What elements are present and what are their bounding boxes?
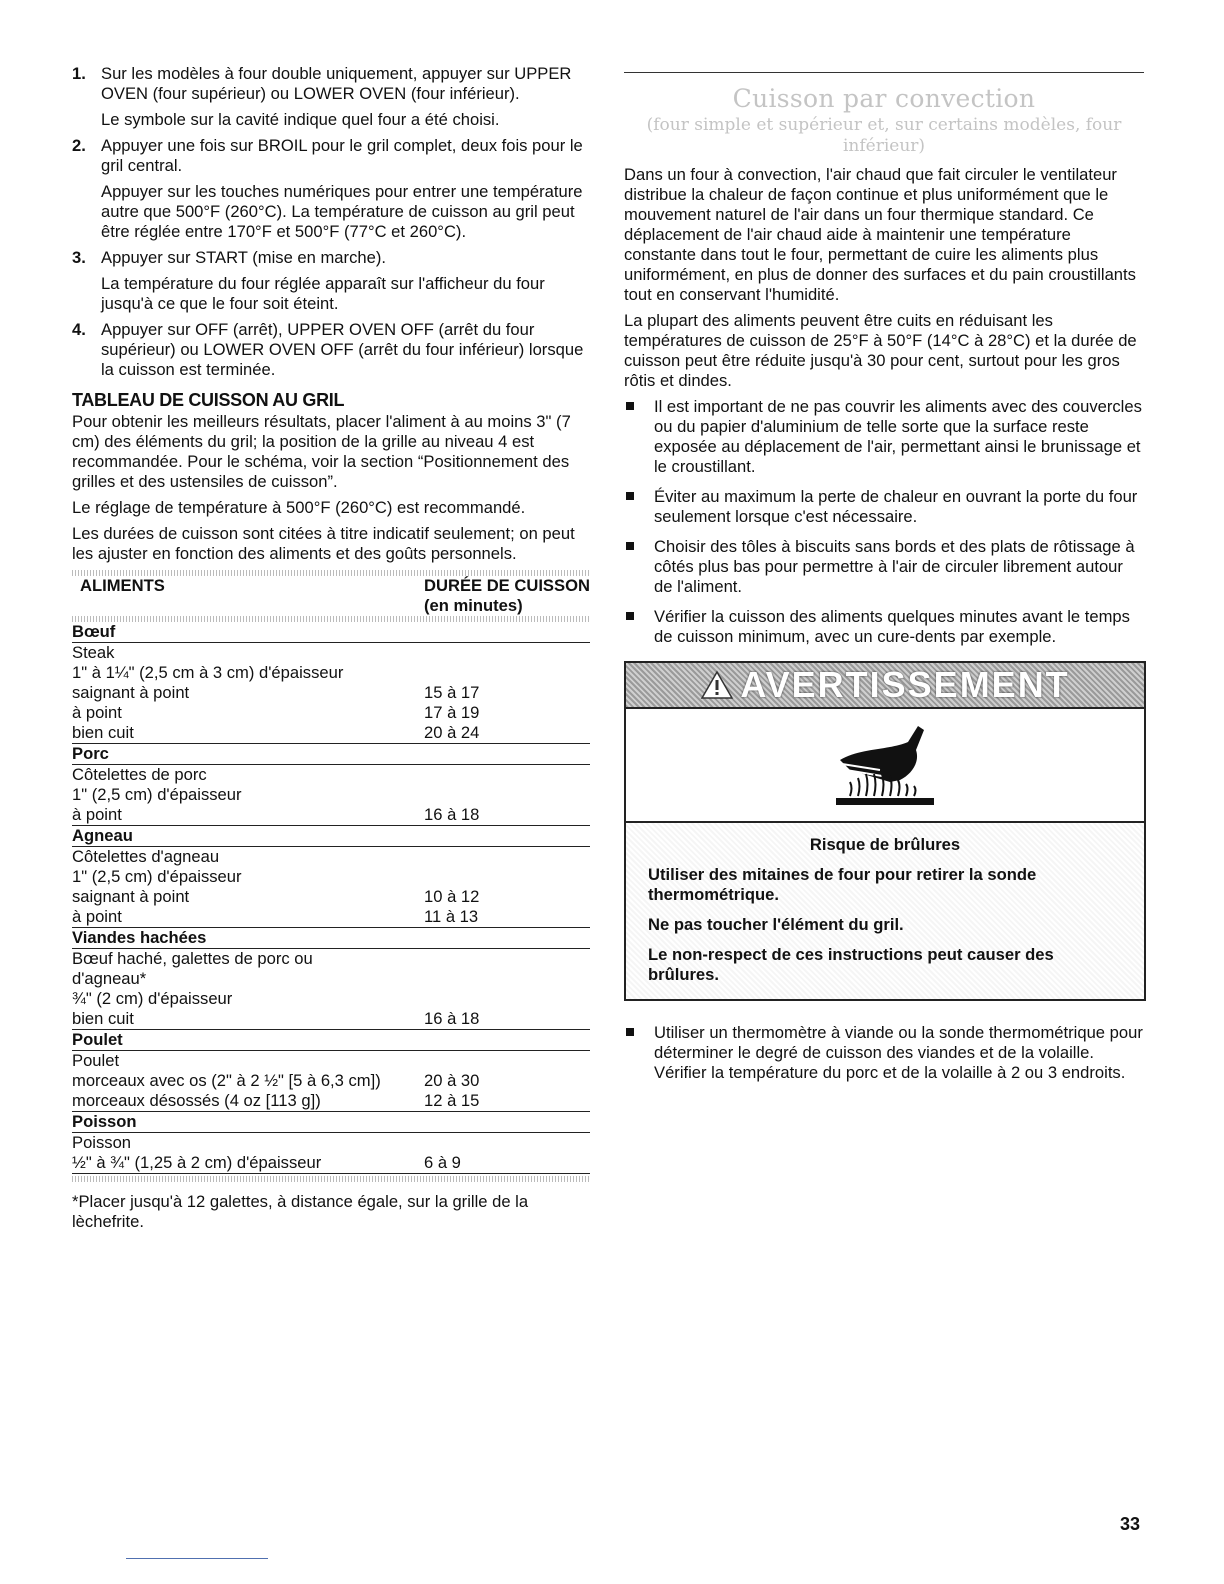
bullet-icon bbox=[626, 612, 634, 620]
category-label: Poisson bbox=[72, 1112, 590, 1133]
time-line bbox=[424, 1133, 590, 1153]
bullet-text: Il est important de ne pas couvrir les aliments avec des couvercles ou du papier d'aluminium de telle sorte que la surface reste exposée au déplacement de l'air, permettant ainsi le brunissage et le croustillant. bbox=[654, 397, 1142, 476]
food-line: Poisson bbox=[72, 1133, 132, 1152]
food-line: ½" à ¾" (1,25 à 2 cm) d'épaisseur bbox=[72, 1153, 322, 1172]
food-line: à point bbox=[72, 805, 122, 824]
bullet-text: Éviter au maximum la perte de chaleur en ouvrant la porte du four seulement lorsque c'est nécessaire. bbox=[654, 487, 1138, 526]
table-category-row bbox=[72, 1030, 590, 1051]
list-item bbox=[624, 1023, 1144, 1083]
page-number: 33 bbox=[1120, 1514, 1141, 1534]
time-line: 17 à 19 bbox=[424, 703, 480, 722]
time-line bbox=[424, 765, 590, 785]
food-line: Poulet bbox=[72, 1051, 120, 1070]
step-note: Le symbole sur la cavité indique quel four a été choisi. bbox=[101, 110, 500, 129]
list-item bbox=[624, 537, 1144, 597]
convection-subtitle: (four simple et supérieur et, sur certains modèles, four inférieur) bbox=[646, 115, 1122, 156]
food-line: à point bbox=[72, 703, 122, 722]
food-line: Bœuf haché, galettes de porc ou bbox=[72, 949, 313, 968]
time-line: 16 à 18 bbox=[424, 1009, 480, 1028]
convection-bullets bbox=[624, 397, 1144, 647]
bullet-icon bbox=[626, 542, 634, 550]
time-line bbox=[424, 989, 590, 1009]
food-line: saignant à point bbox=[72, 887, 190, 906]
time-cell bbox=[424, 1133, 590, 1174]
time-line: 10 à 12 bbox=[424, 887, 480, 906]
table-row bbox=[72, 1051, 590, 1112]
bullet-icon bbox=[626, 1028, 634, 1036]
table-row bbox=[72, 847, 590, 928]
table-category-row bbox=[72, 622, 590, 643]
grill-table-body bbox=[72, 622, 590, 1174]
warning-line: Ne pas toucher l'élément du gril. bbox=[648, 915, 904, 934]
step-text: Sur les modèles à four double uniquement, appuyer sur UPPER OVEN (four supérieur) ou LOWER OVEN (four inférieur). bbox=[101, 64, 572, 103]
food-line: 1" à 1¼" (2,5 cm à 3 cm) d'épaisseur bbox=[72, 663, 344, 682]
time-line: 16 à 18 bbox=[424, 805, 480, 824]
time-line bbox=[424, 785, 590, 805]
list-item bbox=[624, 397, 1144, 477]
time-cell bbox=[424, 765, 590, 826]
time-line: 15 à 17 bbox=[424, 683, 480, 702]
left-column bbox=[72, 64, 590, 1249]
time-line bbox=[424, 847, 590, 867]
time-cell bbox=[424, 949, 590, 1030]
section-rule bbox=[624, 72, 1144, 73]
time-line bbox=[424, 949, 590, 969]
footer-rule bbox=[126, 1558, 268, 1559]
table-category-row bbox=[72, 928, 590, 949]
warning-box bbox=[624, 661, 1146, 1001]
table-divider bbox=[72, 1176, 590, 1182]
hot-surface-hand-icon bbox=[626, 709, 1144, 823]
time-line bbox=[424, 643, 590, 663]
step-item bbox=[72, 64, 590, 130]
food-line: 1" (2,5 cm) d'épaisseur bbox=[72, 785, 242, 804]
food-cell bbox=[72, 643, 424, 744]
step-number: 2. bbox=[72, 136, 86, 155]
time-cell bbox=[424, 847, 590, 928]
food-cell bbox=[72, 1051, 424, 1112]
warning-header-text: AVERTISSEMENT bbox=[740, 664, 1070, 705]
food-line: bien cuit bbox=[72, 1009, 134, 1028]
food-line: à point bbox=[72, 907, 122, 926]
grill-intro-text: Pour obtenir les meilleurs résultats, placer l'aliment à au moins 3" (7 cm) des éléments du gril; la position de la grille au niveau 4 est recommandée. Pour le schéma, voir la section “Positionnement des grilles et des ustensiles de cuisson”. bbox=[72, 412, 571, 491]
list-item bbox=[624, 607, 1144, 647]
table-category-row bbox=[72, 826, 590, 847]
column-header-food: ALIMENTS bbox=[80, 576, 165, 595]
step-item bbox=[72, 136, 590, 242]
food-line: Steak bbox=[72, 643, 115, 662]
hand-burn-icon bbox=[820, 720, 950, 810]
grill-table bbox=[72, 570, 590, 1182]
time-line: 12 à 15 bbox=[424, 1091, 480, 1110]
food-line: Côtelettes d'agneau bbox=[72, 847, 220, 866]
food-cell bbox=[72, 847, 424, 928]
bullet-icon bbox=[626, 402, 634, 410]
table-category-row bbox=[72, 744, 590, 765]
bullet-icon bbox=[626, 492, 634, 500]
category-label: Agneau bbox=[72, 826, 590, 847]
step-text: Appuyer sur OFF (arrêt), UPPER OVEN OFF (arrêt du four supérieur) ou LOWER OVEN OFF (arrêt du four inférieur) lorsque la cuisson est terminée. bbox=[101, 320, 584, 379]
footnote: *Placer jusqu'à 12 galettes, à distance égale, sur la grille de la lèchefrite. bbox=[72, 1192, 529, 1231]
food-line: d'agneau* bbox=[72, 969, 147, 988]
food-cell bbox=[72, 1133, 424, 1174]
step-text: Appuyer une fois sur BROIL pour le gril complet, deux fois pour le gril central. bbox=[101, 136, 583, 175]
step-note: La température du four réglée apparaît sur l'afficheur du four jusqu'à ce que le four soit éteint. bbox=[101, 274, 545, 313]
table-row bbox=[72, 765, 590, 826]
table-category-row bbox=[72, 1112, 590, 1133]
step-item bbox=[72, 320, 590, 380]
time-line: 20 à 24 bbox=[424, 723, 480, 742]
time-line bbox=[424, 867, 590, 887]
step-number: 4. bbox=[72, 320, 86, 339]
convection-title: Cuisson par convection bbox=[732, 84, 1036, 113]
step-text: Appuyer sur START (mise en marche). bbox=[101, 248, 386, 267]
steps-list bbox=[72, 64, 590, 380]
food-line: ¾" (2 cm) d'épaisseur bbox=[72, 989, 233, 1008]
food-line: saignant à point bbox=[72, 683, 190, 702]
step-note: Appuyer sur les touches numériques pour entrer une température autre que 500°F (260°C). La température de cuisson au gril peut être réglée entre 170°F et 500°F (77°C et 260°C). bbox=[101, 182, 583, 241]
time-line: 6 à 9 bbox=[424, 1153, 461, 1172]
warning-line: Le non-respect de ces instructions peut causer des brûlures. bbox=[648, 945, 1054, 984]
time-cell bbox=[424, 643, 590, 744]
table-row bbox=[72, 1133, 590, 1174]
time-line bbox=[424, 663, 590, 683]
category-label: Viandes hachées bbox=[72, 928, 590, 949]
food-cell bbox=[72, 949, 424, 1030]
food-line: 1" (2,5 cm) d'épaisseur bbox=[72, 867, 242, 886]
warning-header bbox=[626, 663, 1144, 709]
category-label: Poulet bbox=[72, 1030, 590, 1051]
grill-intro-text: Les durées de cuisson sont citées à titre indicatif seulement; on peut les ajuster en fonction des aliments et des goûts personnels. bbox=[72, 524, 575, 563]
table-row bbox=[72, 949, 590, 1030]
time-line bbox=[424, 969, 590, 989]
warning-line: Utiliser des mitaines de four pour retirer la sonde thermométrique. bbox=[648, 865, 1037, 904]
bullet-text: Utiliser un thermomètre à viande ou la sonde thermométrique pour déterminer le degré de cuisson des viandes et de la volaille. Vérifier la température du porc et de la volaille à 2 ou 3 endroits. bbox=[654, 1023, 1143, 1082]
time-line bbox=[424, 1051, 590, 1071]
category-label: Porc bbox=[72, 744, 590, 765]
step-number: 1. bbox=[72, 64, 86, 83]
food-cell bbox=[72, 765, 424, 826]
food-line: Côtelettes de porc bbox=[72, 765, 207, 784]
bullet-text: Choisir des tôles à biscuits sans bords et des plats de rôtissage à côtés plus bas pour permettre à l'air de circuler librement autour de l'aliment. bbox=[654, 537, 1135, 596]
column-header-time bbox=[424, 576, 590, 616]
time-cell bbox=[424, 1051, 590, 1112]
time-line: 11 à 13 bbox=[424, 907, 479, 926]
convection-paragraph: Dans un four à convection, l'air chaud que fait circuler le ventilateur distribue la chaleur de façon continue et plus uniformément que le mouvement naturel de l'air dans un four thermique standard. Ce déplacement de l'air chaud aide à maintenir une température constante dans tout le four, permettant de cuire les aliments plus uniformément, en plus de donner des surfaces et du pain croustillants tout en conservant l'humidité. bbox=[624, 165, 1136, 304]
list-item bbox=[624, 487, 1144, 527]
warning-body bbox=[626, 823, 1144, 999]
warning-title: Risque de brûlures bbox=[809, 835, 961, 854]
category-label: Bœuf bbox=[72, 622, 590, 643]
table-row bbox=[72, 643, 590, 744]
bullet-text: Vérifier la cuisson des aliments quelques minutes avant le temps de cuisson minimum, avec un cure-dents par exemple. bbox=[654, 607, 1130, 646]
time-line: 20 à 30 bbox=[424, 1071, 480, 1090]
food-line: morceaux désossés (4 oz [113 g]) bbox=[72, 1091, 321, 1110]
step-number: 3. bbox=[72, 248, 86, 267]
column-header-time-text: DURÉE DE CUISSON (en minutes) bbox=[424, 576, 590, 615]
food-line: bien cuit bbox=[72, 723, 134, 742]
step-item bbox=[72, 248, 590, 314]
convection-paragraph: La plupart des aliments peuvent être cuits en réduisant les températures de cuisson de 25°F à 50°F (14°C à 28°C) et la durée de cuisson peut être réduite jusqu'à 30 pour cent, surtout pour les gros rôtis et dindes. bbox=[624, 311, 1137, 390]
food-line: morceaux avec os (2" à 2 ½" [5 à 6,3 cm]) bbox=[72, 1071, 381, 1090]
right-column bbox=[624, 72, 1144, 1093]
grill-table-title: TABLEAU DE CUISSON AU GRIL bbox=[72, 390, 345, 410]
warning-triangle-icon bbox=[700, 670, 734, 700]
grill-intro-text: Le réglage de température à 500°F (260°C) est recommandé. bbox=[72, 498, 526, 517]
